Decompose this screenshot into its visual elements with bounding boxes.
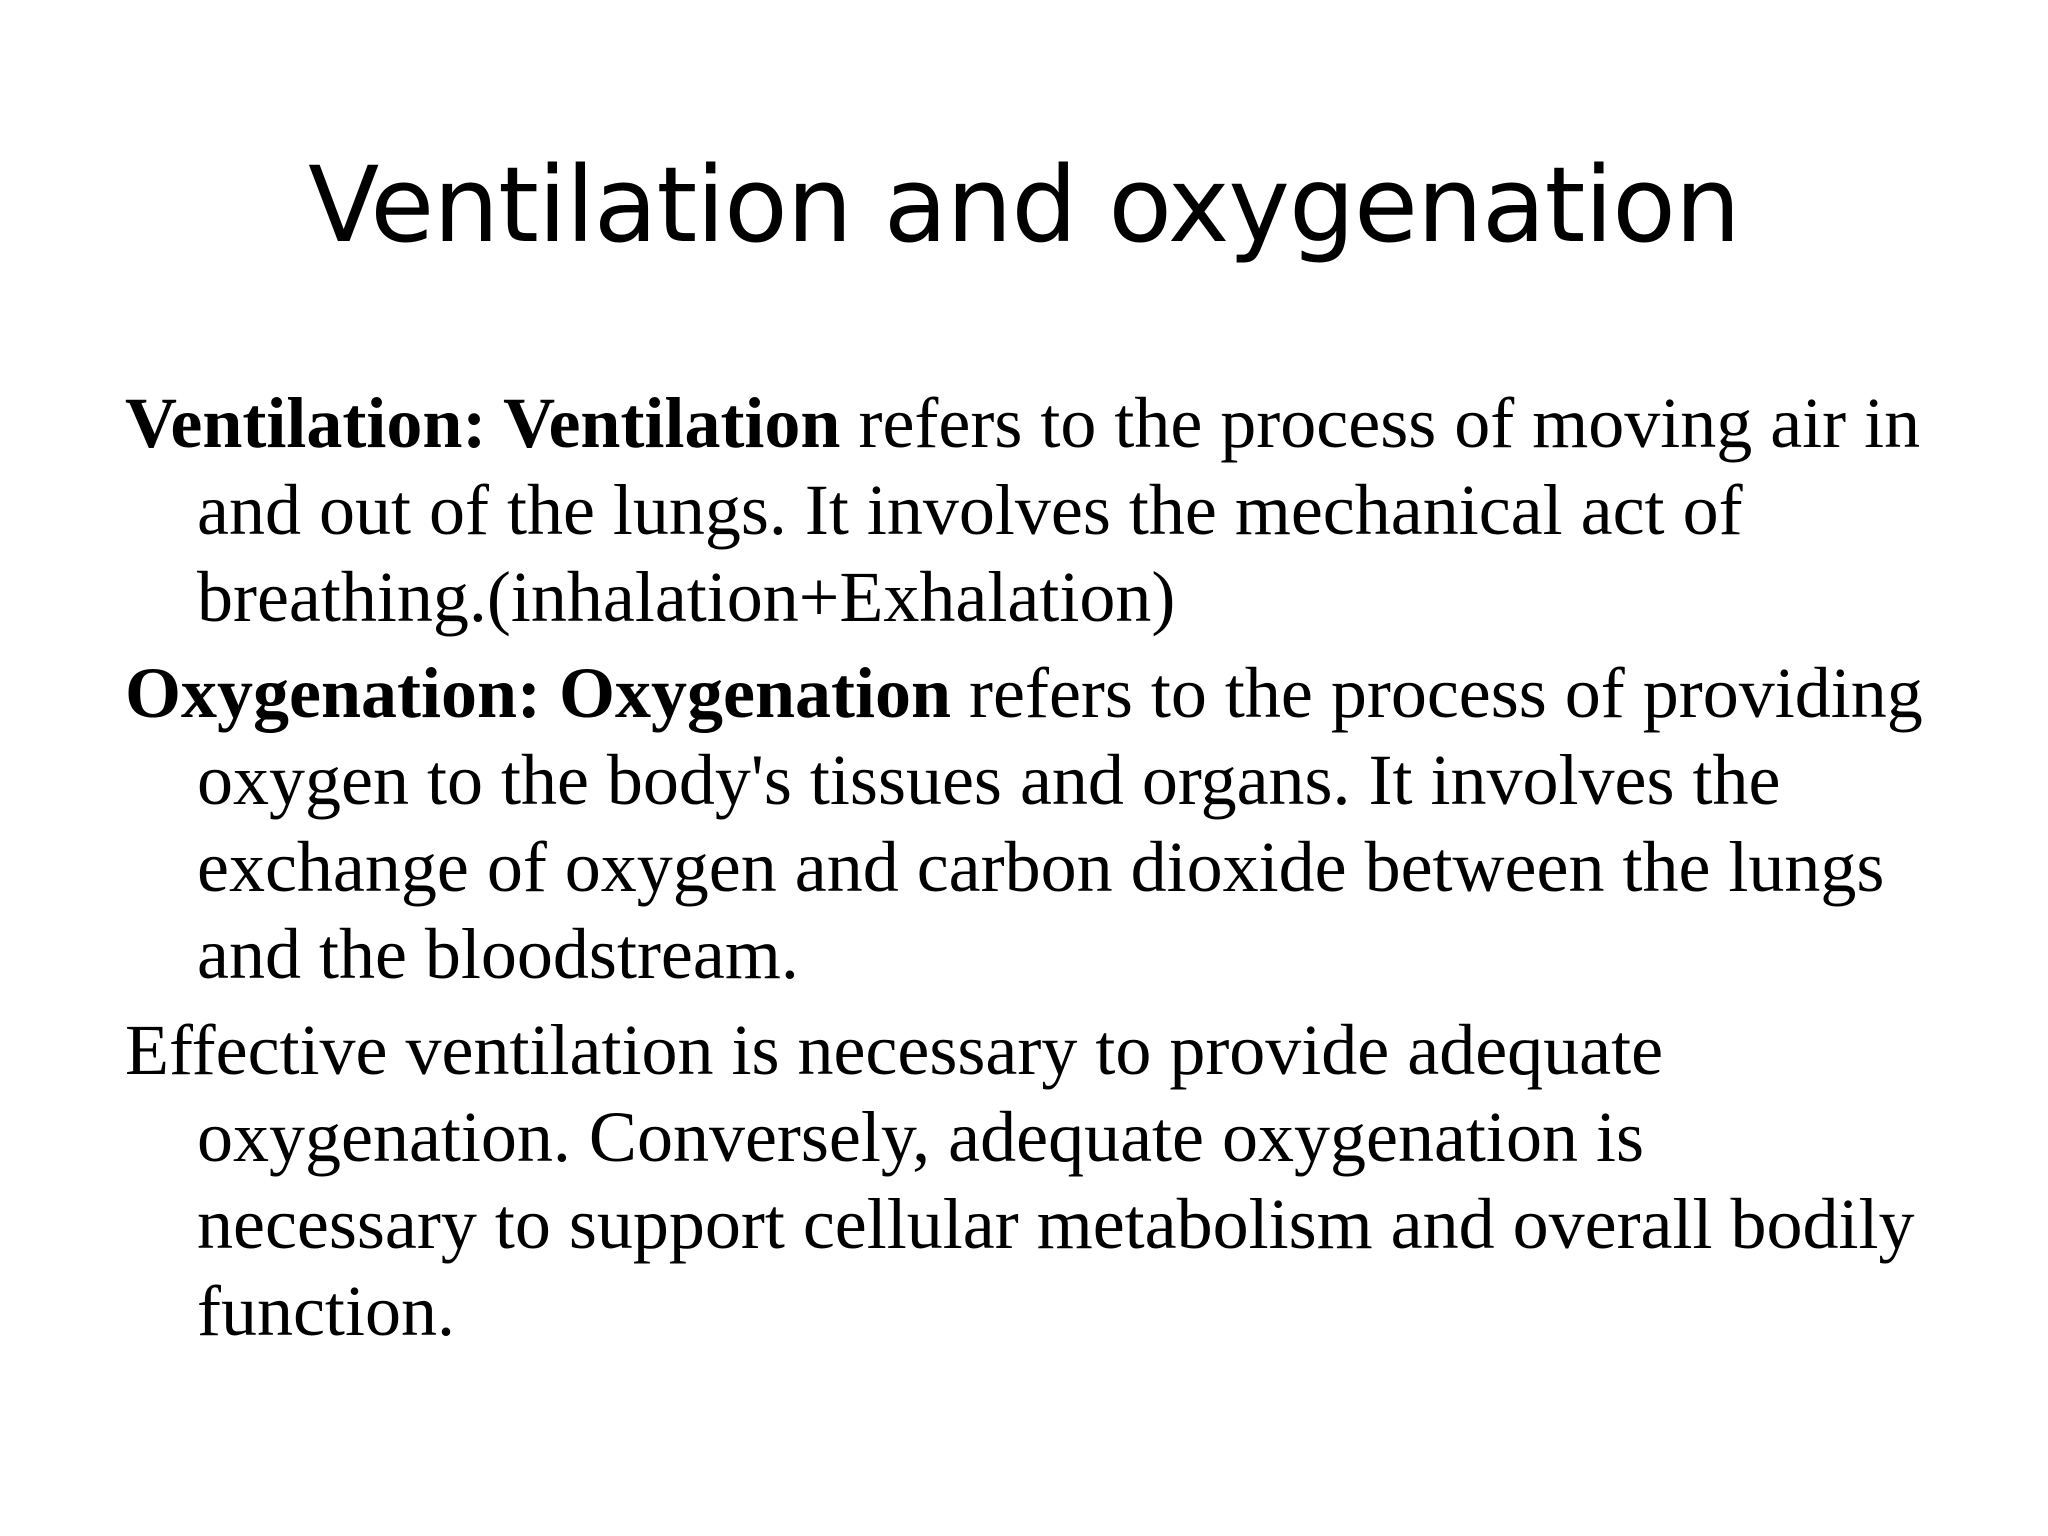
paragraph-lead: Oxygenation: Oxygenation [125, 653, 952, 733]
paragraph-text: refers to the process of moving air in and out of the lungs. It involves the mechanical act of breathing.(inhalation+Exhalation) [197, 383, 1921, 637]
paragraph-oxygenation [125, 650, 1925, 998]
paragraph-ventilation [125, 380, 1925, 641]
paragraph-effective-ventilation [125, 1007, 1925, 1355]
slide-body [125, 380, 1925, 1364]
paragraph-text: Effective ventilation is necessary to provide adequate oxygenation. Conversely, adequate oxygenation is necessary to support cellular metabolism and overall bodily function. [125, 1010, 1915, 1351]
paragraph-text: refers to the process of providing oxygen to the body's tissues and organs. It involves the exchange of oxygen and carbon dioxide between the lungs and the bloodstream. [197, 653, 1923, 994]
paragraph-lead: Ventilation: Ventilation [125, 383, 841, 463]
slide-title: Ventilation and oxygenation [308, 144, 1740, 266]
